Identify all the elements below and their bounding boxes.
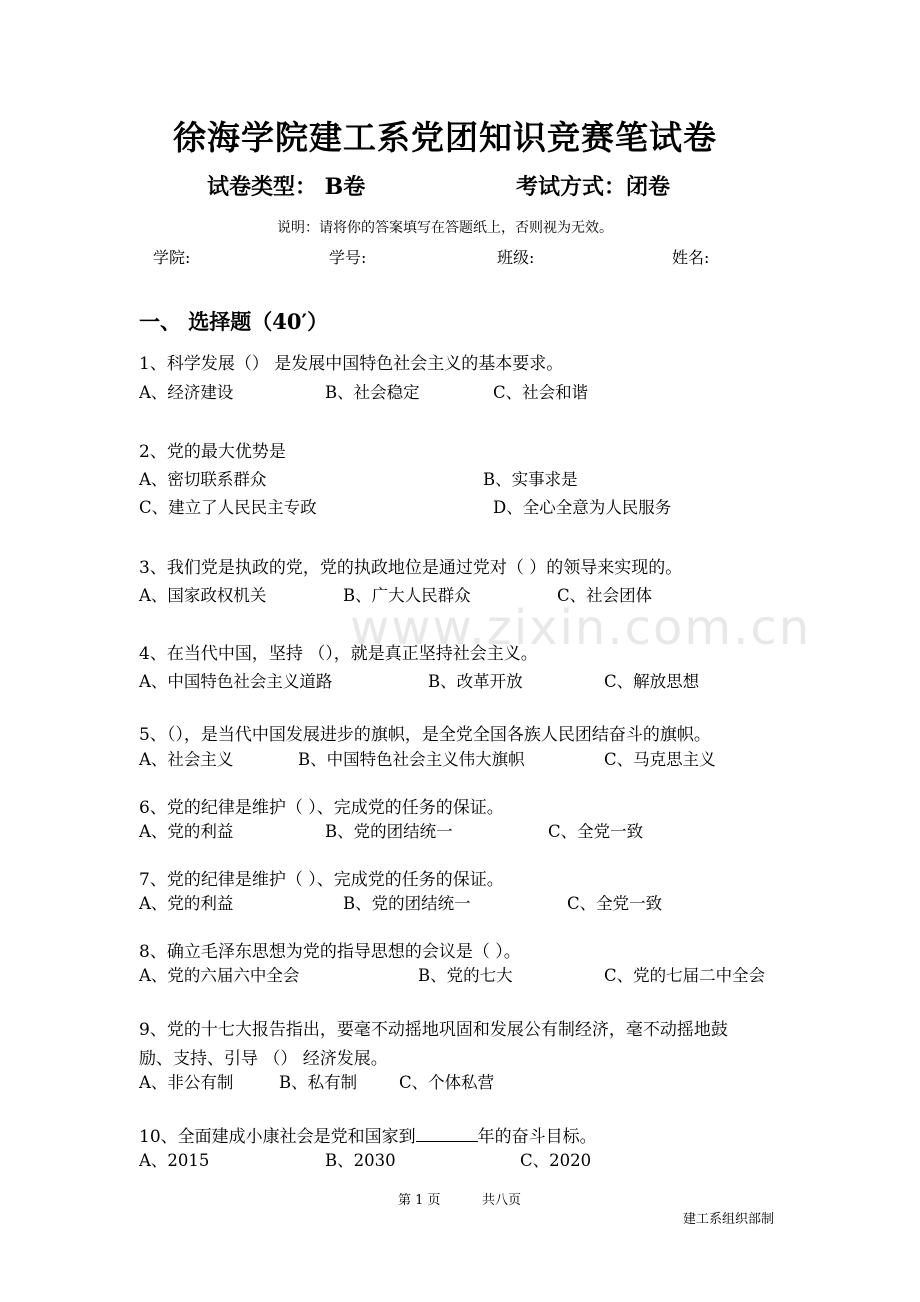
question-4: 4、在当代中国，坚持 （），就是真正坚持社会主义。 bbox=[139, 644, 538, 664]
q8-option-c: C、党的七届二中全会 bbox=[604, 966, 766, 985]
q5-option-c: C、马克思主义 bbox=[604, 750, 716, 769]
q6-option-c: C、全党一致 bbox=[548, 822, 644, 841]
q6-option-b: B、党的团结统一 bbox=[325, 822, 453, 841]
q1-option-c: C、社会和谐 bbox=[493, 383, 589, 402]
question-1: 1、科学发展（） 是发展中国特色社会主义的基本要求。 bbox=[139, 354, 564, 374]
section-title: 一、 选择题（40′） bbox=[139, 309, 329, 334]
q4-option-c: C、解放思想 bbox=[604, 672, 700, 691]
question-5: 5、（），是当代中国发展进步的旗帜，是全党全国各族人民团结奋斗的旗帜。 bbox=[139, 725, 711, 745]
q7-option-a: A、党的利益 bbox=[139, 894, 234, 913]
q8-option-b: B、党的七大 bbox=[418, 966, 513, 985]
question-3: 3、我们党是执政的党，党的执政地位是通过党对（ ）的领导来实现的。 bbox=[139, 558, 683, 578]
paper-type: 试卷类型： B卷 bbox=[207, 174, 366, 200]
question-10 bbox=[139, 1122, 597, 1147]
answer-blank bbox=[416, 1127, 478, 1142]
q10-option-b: B、2030 bbox=[325, 1151, 396, 1170]
question-6: 6、党的纪律是维护（ ）、完成党的任务的保证。 bbox=[139, 798, 504, 818]
q2-option-d: D、全心全意为人民服务 bbox=[493, 498, 672, 517]
exam-title: 徐海学院建工系党团知识竞赛笔试卷 bbox=[173, 118, 717, 157]
question-10-text-after: 年的奋斗目标。 bbox=[477, 1127, 597, 1147]
q3-option-c: C、社会团体 bbox=[557, 586, 653, 605]
watermark: www.zixin.com.cn bbox=[350, 600, 812, 656]
question-2: 2、党的最大优势是 bbox=[139, 442, 286, 462]
q9-option-a: A、非公有制 bbox=[139, 1073, 234, 1092]
q1-option-a: A、经济建设 bbox=[139, 383, 234, 402]
q3-option-a: A、国家政权机关 bbox=[139, 586, 267, 605]
exam-mode: 考试方式：闭卷 bbox=[516, 174, 671, 200]
field-college: 学院: bbox=[153, 248, 191, 267]
q4-option-b: B、改革开放 bbox=[428, 672, 523, 691]
question-8: 8、确立毛泽东思想为党的指导思想的会议是（ ）。 bbox=[139, 942, 521, 962]
q9-option-c: C、个体私营 bbox=[399, 1073, 495, 1092]
question-9: 9、党的十七大报告指出，要毫不动摇地巩固和发展公有制经济，毫不动摇地鼓 bbox=[139, 1020, 728, 1040]
question-9-continued: 励、支持、引导 （） 经济发展。 bbox=[139, 1049, 388, 1069]
field-class: 班级: bbox=[497, 248, 535, 267]
field-name: 姓名: bbox=[672, 248, 710, 267]
q10-option-c: C、2020 bbox=[520, 1151, 592, 1170]
q7-option-c: C、全党一致 bbox=[567, 894, 663, 913]
q10-option-a: A、2015 bbox=[139, 1151, 210, 1170]
q5-option-a: A、社会主义 bbox=[139, 750, 234, 769]
q5-option-b: B、中国特色社会主义伟大旗帜 bbox=[298, 750, 525, 769]
field-student-id: 学号: bbox=[329, 248, 367, 267]
q2-option-c: C、建立了人民民主专政 bbox=[139, 498, 317, 517]
q7-option-b: B、党的团结统一 bbox=[343, 894, 471, 913]
question-7: 7、党的纪律是维护（ ）、完成党的任务的保证。 bbox=[139, 870, 504, 890]
q8-option-a: A、党的六届六中全会 bbox=[139, 966, 300, 985]
instructions-note: 说明：请将你的答案填写在答题纸上，否则视为无效。 bbox=[277, 220, 613, 236]
q2-option-b: B、实事求是 bbox=[483, 470, 578, 489]
q2-option-a: A、密切联系群众 bbox=[139, 470, 267, 489]
q3-option-b: B、广大人民群众 bbox=[343, 586, 471, 605]
q1-option-b: B、社会稳定 bbox=[325, 383, 420, 402]
question-10-text: 10、全面建成小康社会是党和国家到 bbox=[139, 1127, 416, 1147]
q6-option-a: A、党的利益 bbox=[139, 822, 234, 841]
page-number: 第 1 页 bbox=[398, 1193, 441, 1208]
q9-option-b: B、私有制 bbox=[279, 1073, 358, 1092]
department-credit: 建工系组织部制 bbox=[683, 1212, 775, 1227]
q4-option-a: A、中国特色社会主义道路 bbox=[139, 672, 333, 691]
page-total: 共八页 bbox=[482, 1193, 522, 1208]
